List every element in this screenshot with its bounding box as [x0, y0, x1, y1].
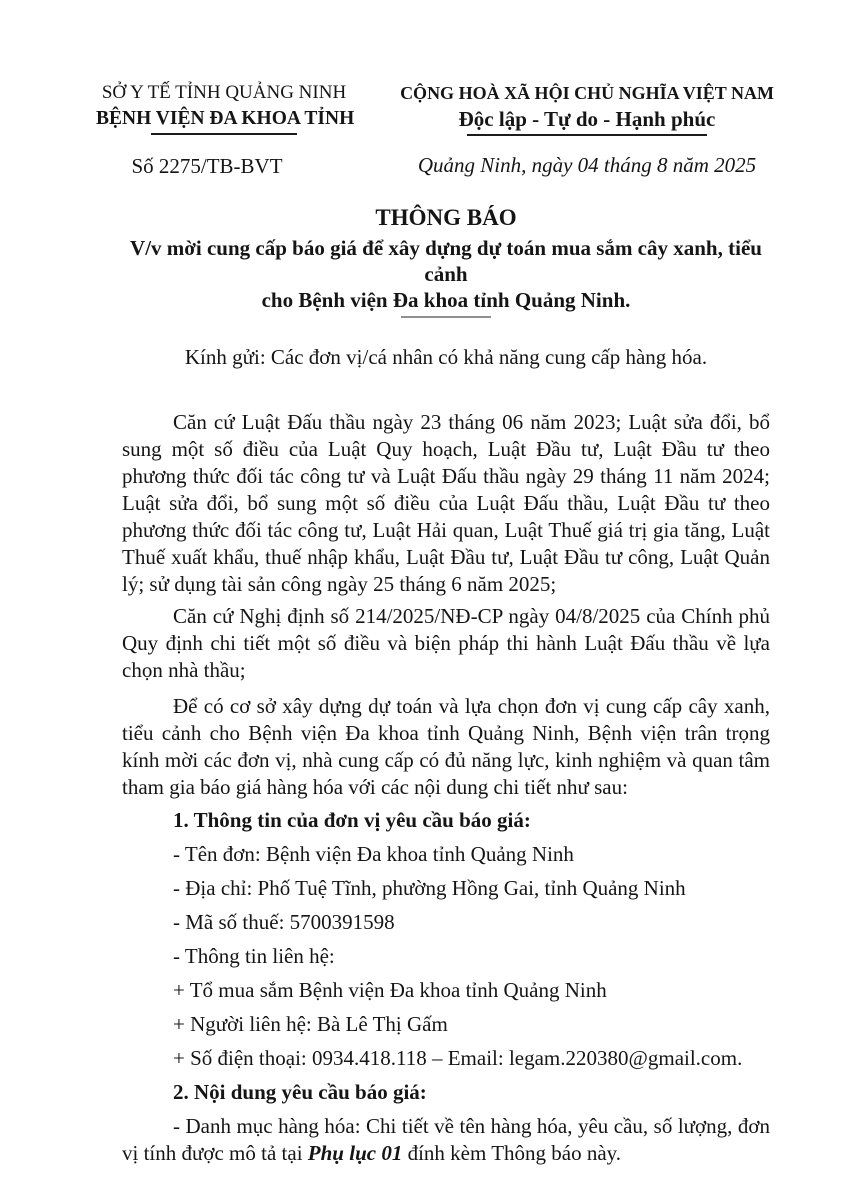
section-1-item-purchasing-team: + Tổ mua sắm Bệnh viện Đa khoa tỉnh Quảng Ninh — [173, 978, 607, 1002]
legal-basis-paragraph-1: Căn cứ Luật Đấu thầu ngày 23 tháng 06 năm 2023; Luật sửa đổi, bổ sung một số điều của Luật Quy hoạch, Luật Đầu tư, Luật Đầu tư theo phương thức đối tác công tư và Luật Đấu thầu ngày 29 tháng 11 năm 2024; Luật sửa đổi, bổ sung một số điều của Luật Đấu thầu, Luật Đầu tư theo phương thức đối tác công tư, Luật Hải quan, Luật Thuế giá trị gia tăng, Luật Thuế xuất khẩu, thuế nhập khẩu, Luật Đầu tư, Luật Đầu tư công, Luật Quản lý; sử dụng tài sản công ngày 25 tháng 6 năm 2025; — [122, 410, 770, 596]
section-1-item-contact-person: + Người liên hệ: Bà Lê Thị Gấm — [173, 1012, 448, 1036]
salutation-line: Kính gửi: Các đơn vị/cá nhân có khả năng cung cấp hàng hóa. — [184, 345, 708, 369]
place-date-line: Quảng Ninh, ngày 04 tháng 8 năm 2025 — [417, 153, 757, 177]
appendix-reference: Phụ lục 01 — [307, 1141, 403, 1165]
subject-line-2: cho Bệnh viện Đa khoa tỉnh Quảng Ninh. — [261, 288, 631, 312]
motto-underline — [467, 134, 707, 136]
section-1-item-address: - Địa chỉ: Phố Tuệ Tĩnh, phường Hồng Gai, tỉnh Quảng Ninh — [173, 876, 686, 900]
org-name: BỆNH VIỆN ĐA KHOA TỈNH — [96, 108, 355, 129]
document-title: THÔNG BÁO — [375, 205, 517, 230]
goods-list-paragraph — [122, 1113, 770, 1167]
national-header-block — [392, 80, 782, 178]
document-number: Số 2275/TB-BVT — [131, 154, 283, 178]
national-motto: Độc lập - Tự do - Hạnh phúc — [458, 107, 716, 131]
title-divider — [401, 316, 491, 318]
section-1-heading: 1. Thông tin của đơn vị yêu cầu báo giá: — [173, 808, 531, 832]
goods-list-text: - Danh mục hàng hóa: Chi tiết về tên hàng hóa, yêu cầu, số lượng, đơn vị tính được mô tả tại — [122, 1114, 770, 1165]
section-2-heading: 2. Nội dung yêu cầu báo giá: — [173, 1080, 427, 1104]
document-body — [122, 194, 770, 1167]
section-1-item-contact-info: - Thông tin liên hệ: — [173, 944, 335, 968]
section-1-item-unit-name: - Tên đơn: Bệnh viện Đa khoa tỉnh Quảng Ninh — [173, 842, 574, 866]
org-name-underline — [151, 133, 297, 135]
goods-list-text-end: đính kèm Thông báo này. — [402, 1141, 622, 1165]
org-parent-name: SỞ Y TẾ TỈNH QUẢNG NINH — [101, 82, 347, 103]
document-subject — [122, 235, 770, 313]
legal-basis-paragraph-2: Căn cứ Nghị định số 214/2025/NĐ-CP ngày 04/8/2025 của Chính phủ Quy định chi tiết một số điều và biện pháp thi hành Luật Đấu thầu về lựa chọn nhà thầu; — [122, 604, 770, 682]
national-title: CỘNG HOÀ XÃ HỘI CHỦ NGHĨA VIỆT NAM — [400, 83, 774, 103]
subject-line-1: V/v mời cung cấp báo giá để xây dựng dự toán mua sắm cây xanh, tiểu cảnh — [130, 236, 762, 286]
issuing-org-block — [96, 80, 355, 179]
invitation-paragraph: Để có cơ sở xây dựng dự toán và lựa chọn đơn vị cung cấp cây xanh, tiểu cảnh cho Bệnh viện Đa khoa tỉnh Quảng Ninh, Bệnh viện trân trọng kính mời các đơn vị, nhà cung cấp có đủ năng lực, kinh nghiệm và quan tâm tham gia báo giá hàng hóa với các nội dung chi tiết như sau: — [122, 694, 770, 799]
section-1-item-tax-code: - Mã số thuế: 5700391598 — [173, 910, 395, 934]
section-1-item-phone-email: + Số điện thoại: 0934.418.118 – Email: legam.220380@gmail.com. — [173, 1046, 743, 1070]
